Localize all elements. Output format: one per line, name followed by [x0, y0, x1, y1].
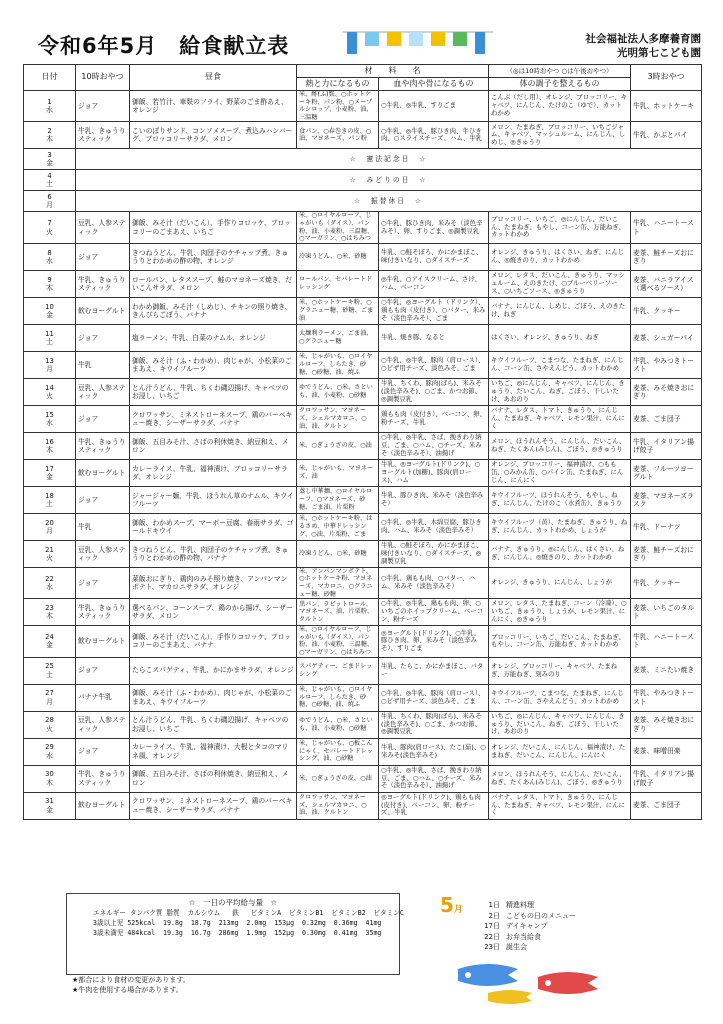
green-food-cell: ◎ヨーグルト(ドリンク)、鶏もも肉(皮付き)、ベーコン、卵、粉チーズ、牛乳	[379, 792, 489, 819]
green-food-cell: ○牛乳、◎牛乳、豚ひき肉、牛ひき肉、○スライスチーズ、ハム、牛乳	[379, 122, 489, 149]
green-food-cell: 牛乳、ちくわ、豚肉(ばら)、米みそ(淡色辛みそ)、○ごま、かつお節、◎調製豆乳	[379, 711, 489, 738]
day-of-week: 金	[46, 310, 53, 319]
yellow-food-cell: こんぶ（だし用）、オレンジ、ブロッコリー、キャベツ、にんじん、たけのこ（ゆで）、カットわかめ	[489, 91, 631, 122]
yellow-food-cell: キウイフルーツ、こまつな、たまねぎ、にんじん、コーン缶、さやえんどう、カットわかめ	[489, 351, 631, 378]
summary-row-over3: 3歳以上児 525kcal 19.8g 18.7g 213mg 2.0mg 153μg 0.32mg 0.36mg 41mg	[93, 919, 382, 927]
menu-row	[24, 711, 702, 738]
events-month	[440, 893, 463, 917]
lunch-cell: 御飯、みそ汁（だいこん）、手作りコロッケ、ブロッコリーのごまあえ、いちご	[130, 212, 297, 243]
green-food-cell: ○牛乳、◎牛乳、豚肉（肩ロース）、○ピザ用チーズ、淡色みそ、ごま	[379, 684, 489, 711]
red-food-cell: 米、じゃがいも、○ロイヤルローフ、しらたき、砂糖、○砂糖、油、焼ふ	[297, 684, 379, 711]
snack10-cell: ジョア	[76, 486, 130, 513]
day-number: 29	[45, 743, 54, 752]
day-of-week: 金	[46, 805, 53, 814]
yellow-food-cell: ブロッコリー、いちご、◎にんじん、だいこん、たまねぎ、もやし、コーン缶、万能ねぎ、カットわかめ	[489, 212, 631, 243]
day-number: 20	[45, 518, 54, 527]
red-food-cell: 米、○ぎょうざの皮、○油	[297, 432, 379, 459]
menu-row	[24, 351, 702, 378]
holiday-cell: ☆ みどりの日 ☆	[76, 170, 702, 191]
red-food-cell: クロワッサン、マヨネーズ、シェルマカロニ、○油、油、クルトン	[297, 405, 379, 432]
day-of-week: 火	[46, 391, 53, 400]
menu-row	[24, 684, 702, 711]
day-of-week: 火	[46, 724, 53, 733]
note-line: ★牛肉を使用する場合があります。	[72, 986, 183, 994]
flag-icon	[409, 32, 423, 46]
snack10-cell: ジョア	[76, 324, 130, 351]
yellow-food-cell: オレンジ、ブロッコリー、キャベツ、たまねぎ、万能ねぎ、刻みのり	[489, 657, 631, 684]
snack3-cell: 牛乳、ハニートースト	[631, 212, 702, 243]
menu-row	[24, 91, 702, 122]
green-food-cell: ○牛乳、豚ひき肉、米みそ（淡色辛みそ）、卵、すりごま、◎調製豆乳	[379, 212, 489, 243]
lunch-cell: 御飯、みそ汁（だいこん）、手作りコロッケ、ブロッコリーのごまあえ、バナナ	[130, 626, 297, 657]
day-of-week: 月	[46, 526, 53, 535]
date-cell	[24, 243, 76, 270]
day-number: 8	[47, 248, 52, 257]
notes	[72, 975, 190, 995]
date-cell	[24, 540, 76, 567]
header-green: 血や肉や骨になるもの	[379, 78, 489, 91]
green-food-cell: ◎牛乳、○アイスクリーム、さけ、ハム、ベーコン	[379, 270, 489, 297]
red-food-cell: 黒パン、ラピットロール、マヨネーズ、油、片栗粉、クルトン	[297, 599, 379, 626]
green-food-cell: 鶏もも肉（皮付き）、ベーコン、卵、粉チーズ、牛乳	[379, 405, 489, 432]
yellow-food-cell: オレンジ、きゅうり、はくさい、ねぎ、にんじん、◎焼きのり、カットわかめ	[489, 243, 631, 270]
events-box	[440, 893, 640, 1011]
snack10-cell: 豆乳、人参スティック	[76, 378, 130, 405]
day-of-week: 土	[46, 180, 53, 189]
lunch-cell: カレーライス、牛乳、福神漬け、ブロッコリーサラダ、オレンジ	[130, 459, 297, 486]
snack10-cell: ジョア	[76, 405, 130, 432]
green-food-cell: ○牛乳、鶏もも肉、○バター、ハム、米みそ（淡色辛みそ）	[379, 567, 489, 598]
green-food-cell: 牛乳、豚肉(肩ロース)、たこ(茹)、○米みそ(淡色辛みそ)	[379, 738, 489, 765]
day-of-week: 水	[46, 256, 53, 265]
green-food-cell: 牛乳、○鮭そぼろ、かにかまぼこ、味付きいなり、○ダイスチーズ、◎調製豆乳	[379, 540, 489, 567]
lunch-cell: とん汁うどん、牛乳、ちくわ磯辺揚げ、キャベツのお浸し、いちご	[130, 378, 297, 405]
lunch-cell: たらこスパゲティ、牛乳、かにかまサラダ、オレンジ	[130, 657, 297, 684]
green-food-cell: 牛乳、○鮭そぼろ、かにかまぼこ、味付きいなり、○ダイスチーズ	[379, 243, 489, 270]
snack10-cell: 牛乳、きゅうりスティック	[76, 270, 130, 297]
snack3-cell: 麦茶、ミニたい焼き	[631, 657, 702, 684]
date-cell	[24, 711, 76, 738]
snack3-cell: 麦茶、鮭チーズおにぎり	[631, 540, 702, 567]
snack10-cell: ジョア	[76, 243, 130, 270]
menu-row	[24, 378, 702, 405]
day-of-week: 木	[46, 612, 53, 621]
flag-icon	[453, 32, 467, 46]
flag-icon	[475, 32, 485, 54]
red-food-cell: 米、○ロイヤルローフ、じゃがいも（ダイス）、パン粉、油、小麦粉、三温糖、○マーガリン、○はちみつ	[297, 212, 379, 243]
date-cell	[24, 738, 76, 765]
snack10-cell: 飲むヨーグルト	[76, 459, 130, 486]
day-number: 17	[45, 464, 54, 473]
snack3-cell: 麦茶、フルーツヨーグルト	[631, 459, 702, 486]
menu-row	[24, 486, 702, 513]
date-cell	[24, 657, 76, 684]
red-food-cell: 米、じゃがいも、マヨネーズ、油	[297, 459, 379, 486]
green-food-cell: 牛乳、◎ヨーグルト(ドリンク)、○ヨーグルト(加糖)、豚肉(肩ロース)、ハム	[379, 459, 489, 486]
header-snack3: 3時おやつ	[631, 65, 702, 91]
date-cell	[24, 405, 76, 432]
snack3-cell: 牛乳、クッキー	[631, 567, 702, 598]
snack3-cell: 麦茶、ごま団子	[631, 405, 702, 432]
snack10-cell: ジョア	[76, 567, 130, 598]
holiday-cell: ☆ 憲法記念日 ☆	[76, 149, 702, 170]
summary-header: エネルギー タンパク質 脂質 カルシウム 鉄 ビタミンA ビタミンB1 ビタミンB2 ビタミンC	[93, 909, 404, 917]
lunch-cell: 御飯、若竹汁、車麩のフライ、野菜のごま酢あえ、オレンジ	[130, 91, 297, 122]
day-number: 1	[47, 97, 52, 106]
lunch-cell: 御飯、五目みそ汁、さばの利休焼き、納豆和え、メロン	[130, 432, 297, 459]
green-food-cell: ○牛乳、◎牛乳、すりごま	[379, 91, 489, 122]
date-cell	[24, 626, 76, 657]
red-food-cell: 冷凍うどん、○米、砂糖	[297, 540, 379, 567]
holiday-cell: ☆ 振替休日 ☆	[76, 191, 702, 212]
koinobori-illustration	[448, 955, 638, 1011]
lunch-cell: クロワッサン、ミネストローネスープ、鶏のバーベキュー焼き、シーザーサラダ、バナナ	[130, 405, 297, 432]
menu-row	[24, 432, 702, 459]
snack3-cell: 麦茶、みそ焼きおにぎり	[631, 378, 702, 405]
day-number: 6	[47, 193, 52, 202]
snack10-cell: 飲むヨーグルト	[76, 297, 130, 324]
snack3-cell: 牛乳、イタリアン揚げ餃子	[631, 765, 702, 792]
day-number: 13	[45, 356, 54, 365]
snack10-cell: 牛乳、きゅうりスティック	[76, 599, 130, 626]
day-number: 25	[45, 662, 54, 671]
day-number: 27	[45, 689, 54, 698]
green-food-cell: ◎ヨーグルト(ドリンク)、○牛乳、豚ひき肉、卵、米みそ（淡色辛みそ）、すりごま	[379, 626, 489, 657]
header-ingredients: 材 料 名	[297, 65, 489, 78]
yellow-food-cell: オレンジ、だいこん、にんじん、福神漬け、たまねぎ、だいこん、にんじん、にんにく	[489, 738, 631, 765]
menu-row	[24, 270, 702, 297]
snack10-cell: 牛乳	[76, 351, 130, 378]
nutrition-summary	[66, 893, 404, 975]
menu-row	[24, 540, 702, 567]
yellow-food-cell: メロン、たまねぎ、ブロッコリー、いちごジャム、キャベツ、マッシュルーム、にんじん、しめじ、◎きゅうり	[489, 122, 631, 149]
yellow-food-cell: メロン、ほうれんそう、にんじん、だいこん、ねぎ、たくあん(みじん)、ごぼう、◎きゅうり	[489, 432, 631, 459]
menu-row	[24, 738, 702, 765]
menu-row	[24, 657, 702, 684]
red-food-cell: ロールパン、セパレートドレッシング	[297, 270, 379, 297]
day-of-week: 月	[46, 201, 53, 210]
snack10-cell: ジョア	[76, 738, 130, 765]
snack3-cell: 牛乳、やみつきトースト	[631, 684, 702, 711]
green-food-cell: ○牛乳、◎牛乳、鶏もも肉、卵、○いちごのホイップクリーム、ベーコン、粉チーズ	[379, 599, 489, 626]
lunch-cell: 塩ラーメン、牛乳、白菜のナムル、オレンジ	[130, 324, 297, 351]
header-yellow: 体の調子を整えるもの	[489, 78, 631, 91]
header-snack10: 10時おやつ	[76, 65, 130, 91]
yellow-food-cell: バナナ、レタス、トマト、きゅうり、にんじん、たまねぎ、キャベツ、レモン果汁、にんにく	[489, 405, 631, 432]
event-item: 17日 デイキャンプ	[484, 922, 548, 930]
day-number: 31	[45, 797, 54, 806]
date-cell	[24, 567, 76, 598]
day-of-week: 土	[46, 670, 53, 679]
red-food-cell: 米、じゃがいも、○板こんにゃく、セパレートドレッシング、油、○砂糖	[297, 738, 379, 765]
red-food-cell: 米、○ホットケーキ粉、はるさめ、中華ドレッシング、○油、片栗粉、ごま	[297, 513, 379, 540]
lunch-cell: 御飯、みそ汁（ふ・わかめ）、肉じゃが、小松菜のごまあえ、キウイフルーツ	[130, 351, 297, 378]
menu-row	[24, 405, 702, 432]
menu-row	[24, 599, 702, 626]
snack3-cell: 麦茶、鮭チーズおにぎり	[631, 243, 702, 270]
date-cell	[24, 486, 76, 513]
red-food-cell: 米、アンパンマンポテト、○ホットケーキ粉、マヨネーズ、マカロニ、○グラニュー糖、砂糖	[297, 567, 379, 598]
lunch-cell: わかめ御飯、みそ汁（しめじ）、チキンの照り焼き、きんぴらごぼう、バナナ	[130, 297, 297, 324]
yellow-food-cell: いちご、◎にんじん、キャベツ、にんじん、きゅうり、だいこん、ねぎ、ごぼう、干しいたけ、あおのり	[489, 711, 631, 738]
snack10-cell: 豆乳、人参スティック	[76, 212, 130, 243]
red-food-cell: 太麺利ラーメン、ごま油、○グラニュー糖	[297, 324, 379, 351]
day-number: 18	[45, 491, 54, 500]
day-of-week: 金	[46, 641, 53, 650]
green-food-cell: ○牛乳、◎牛乳、さば、挽きわり納豆、ごま、○ハム、○チーズ、米みそ（淡色辛みそ）、油揚げ	[379, 765, 489, 792]
menu-row	[24, 792, 702, 819]
flag-icon	[365, 32, 379, 46]
red-food-cell: 米、じゃがいも、○ロイヤルローフ、しらたき、砂糖、○砂糖、油、焼ふ	[297, 351, 379, 378]
date-cell	[24, 91, 76, 122]
yellow-food-cell: キウイフルーツ（黄）、たまねぎ、きゅうり、ねぎ、にんじん、カットわかめ、しょうが	[489, 513, 631, 540]
date-cell	[24, 297, 76, 324]
organization-name	[586, 32, 702, 60]
day-of-week: 木	[46, 135, 53, 144]
yellow-food-cell: いちご、◎にんじん、キャベツ、にんじん、きゅうり、だいこん、ねぎ、ごぼう、干しいたけ、あおのり	[489, 378, 631, 405]
snack3-cell: 牛乳、かぶとパイ	[631, 122, 702, 149]
menu-row	[24, 122, 702, 149]
red-food-cell: スパゲティー、ごまドレッシング	[297, 657, 379, 684]
day-number: 23	[45, 603, 54, 612]
yellow-food-cell: ブロッコリー、いちご、だいこん、たまねぎ、もやし、コーン缶、万能ねぎ、カットわかめ	[489, 626, 631, 657]
menu-row	[24, 626, 702, 657]
lunch-cell: 御飯、五目みそ汁、さばの利休焼き、納豆和え、メロン	[130, 765, 297, 792]
menu-row	[24, 170, 702, 191]
day-of-week: 木	[46, 283, 53, 292]
snack3-cell: 麦茶、いちごのタルト	[631, 599, 702, 626]
day-of-week: 水	[46, 418, 53, 427]
events-month-suffix: 月	[453, 905, 463, 915]
day-of-week: 水	[46, 106, 53, 115]
event-item: 23日 誕生会	[484, 943, 527, 951]
lunch-cell: カレーライス、牛乳、福神漬け、大根とタコのマリネ風、オレンジ	[130, 738, 297, 765]
yellow-food-cell: キウイフルーツ、ほうれんそう、もやし、ねぎ、にんじん、たけのこ（水煮缶）、きゅうり	[489, 486, 631, 513]
day-number: 4	[47, 172, 52, 181]
date-cell	[24, 122, 76, 149]
yellow-food-cell: メロン、レタス、だいこん、きゅうり、マッシュルーム、えのきたけ、○ブルーベリーソース、○いちごソース、◎きゅうり	[489, 270, 631, 297]
red-food-cell: ゆでうどん、○米、さといも、油、小麦粉、○砂糖	[297, 711, 379, 738]
yellow-food-cell: オレンジ、きゅうり、にんじん、しょうが	[489, 567, 631, 598]
date-cell	[24, 792, 76, 819]
header-red: 熱と力になるもの	[297, 78, 379, 91]
yellow-food-cell: バナナ、にんじん、しめじ、ごぼう、えのきたけ、ねぎ	[489, 297, 631, 324]
yellow-food-cell: バナナ、きゅうり、◎にんじん、はくさい、ねぎ、にんじん、◎焼きのり、カットわかめ	[489, 540, 631, 567]
event-item: 1日 精進料理	[488, 901, 534, 909]
day-number: 28	[45, 716, 54, 725]
menu-row	[24, 243, 702, 270]
header-date: 日付	[24, 65, 76, 91]
day-number: 16	[45, 437, 54, 446]
day-of-week: 水	[46, 582, 53, 591]
lunch-cell: ロールパン、レタススープ、鮭のマヨネーズ焼き、だいこんサラダ、メロン	[130, 270, 297, 297]
red-food-cell: ゆでうどん、○米、さといも、油、小麦粉、○砂糖	[297, 378, 379, 405]
flag-icon	[431, 32, 445, 46]
snack10-cell: 牛乳	[76, 513, 130, 540]
date-cell	[24, 459, 76, 486]
page-title: 令和6年5月 給食献立表	[38, 34, 290, 58]
green-food-cell: 牛乳、ちくわ、豚肉(ばら)、米みそ(淡色辛みそ)、○ごま、かつお節、◎調製豆乳	[379, 378, 489, 405]
snack10-cell: 豆乳、人参スティック	[76, 711, 130, 738]
snack10-cell: 飲むヨーグルト	[76, 626, 130, 657]
date-cell	[24, 270, 76, 297]
green-food-cell: ○牛乳、◎牛乳、木綿豆腐、豚ひき肉、ハム、米みそ（淡色辛みそ）	[379, 513, 489, 540]
note-line: ★都合により食材の変更があります。	[72, 976, 190, 984]
date-cell	[24, 191, 76, 212]
red-food-cell: 米、○ぎょうざの皮、○油	[297, 765, 379, 792]
date-cell	[24, 599, 76, 626]
red-food-cell: 米、○ロイヤルローフ、じゃがいも（ダイス）、パン粉、油、小麦粉、三温糖、○マーガリン、○はちみつ	[297, 626, 379, 657]
yellow-food-cell: バナナ、レタス、トマト、きゅうり、にんじん、たまねぎ、キャベツ、レモン果汁、にんにく	[489, 792, 631, 819]
day-number: 22	[45, 574, 54, 583]
snack3-cell: 麦茶、みそ焼きおにぎり	[631, 711, 702, 738]
date-cell	[24, 149, 76, 170]
flag-icon	[387, 32, 401, 46]
day-number: 30	[45, 770, 54, 779]
org-line2: 光明第七こども園	[617, 47, 701, 59]
green-food-cell: 牛乳、焼き豚、なると	[379, 324, 489, 351]
green-food-cell: ○牛乳、◎ヨーグルト（ドリンク）、鶏もも肉（皮付き）、○バター、米みそ（淡色辛みそ）、ごま	[379, 297, 489, 324]
snack3-cell: 麦茶、マヨネーズラスク	[631, 486, 702, 513]
menu-row	[24, 212, 702, 243]
snack3-cell: 牛乳、クッキー	[631, 297, 702, 324]
day-number: 11	[45, 329, 54, 338]
snack3-cell: 麦茶、シュガーパイ	[631, 324, 702, 351]
day-number: 3	[47, 151, 52, 160]
day-number: 2	[47, 127, 52, 136]
date-cell	[24, 324, 76, 351]
day-of-week: 土	[46, 499, 53, 508]
snack10-cell: 牛乳、きゅうりスティック	[76, 765, 130, 792]
date-cell	[24, 170, 76, 191]
red-food-cell: クロワッサン、マヨネーズ、シェルマカロニ、○油、油、クルトン	[297, 792, 379, 819]
day-of-week: 月	[46, 697, 53, 706]
lunch-cell: 御飯、わかめスープ、マーボー豆腐、春雨サラダ、ゴールドキウイ	[130, 513, 297, 540]
menu-row	[24, 765, 702, 792]
red-food-cell: 食パン、○春巻きの皮、○油、マヨネーズ、パン粉	[297, 122, 379, 149]
yellow-food-cell: メロン、レタス、たまねぎ、コーン（冷凍）、○いちご、きゅうり、しょうが、レモン果汁、にんにく、◎きゅうり	[489, 599, 631, 626]
snack10-cell: ジョア	[76, 657, 130, 684]
events-list	[480, 900, 576, 953]
green-food-cell: 牛乳、たらこ、かにかまぼこ、バター	[379, 657, 489, 684]
menu-row	[24, 459, 702, 486]
snack10-cell: 牛乳、きゅうりスティック	[76, 432, 130, 459]
red-food-cell: 米、酢(ふ)麩、○ホットケーキ粉、パン粉、○メープルシロップ、小麦粉、油、三温糖	[297, 91, 379, 122]
snack10-cell: 牛乳、きゅうりスティック	[76, 122, 130, 149]
header-lunch: 昼食	[130, 65, 297, 91]
lunch-cell: きつねうどん、牛乳、肉団子のケチャップ煮、きゅうりとわかめの酢の物、バナナ	[130, 540, 297, 567]
yellow-food-cell: はくさい、オレンジ、きゅうり、ねぎ	[489, 324, 631, 351]
snack3-cell: 牛乳、ホットケーキ	[631, 91, 702, 122]
day-of-week: 土	[46, 337, 53, 346]
day-of-week: 水	[46, 751, 53, 760]
lunch-cell: とん汁うどん、牛乳、ちくわ磯辺揚げ、キャベツのお浸し、いちご	[130, 711, 297, 738]
day-of-week: 金	[46, 159, 53, 168]
green-food-cell: ○牛乳、◎牛乳、豚肉（肩ロース）、○ピザ用チーズ、淡色みそ、ごま	[379, 351, 489, 378]
date-cell	[24, 212, 76, 243]
snack3-cell: 牛乳、ハニートースト	[631, 626, 702, 657]
snack3-cell: 牛乳、イタリアン揚げ餃子	[631, 432, 702, 459]
yellow-food-cell: メロン、ほうれんそう、にんじん、だいこん、ねぎ、たくあん(みじん)、ごぼう、◎きゅうり	[489, 765, 631, 792]
menu-table	[23, 64, 702, 820]
org-line1: 社会福祉法人多摩養育園	[585, 33, 701, 45]
events-month-number: 5	[440, 893, 454, 917]
menu-row	[24, 297, 702, 324]
lunch-cell: ジャージャー麺、牛乳、ほうれん草のナムル、キウイフルーツ	[130, 486, 297, 513]
red-food-cell: 米、○ホットケーキ粉、○グラニュー糖、砂糖、ごま油	[297, 297, 379, 324]
day-number: 10	[45, 302, 54, 311]
red-food-cell: 蒸し中華麺、○ロイヤルローフ、○マヨネーズ、砂糖、ごま油、片栗粉	[297, 486, 379, 513]
lunch-cell: 菜飯おにぎり、鶏肉のみそ照り焼き、アンパンマンポテト、マカロニサラダ、オレンジ	[130, 567, 297, 598]
menu-row	[24, 513, 702, 540]
lunch-cell: 選べるパン、コーンスープ、鶏のから揚げ、シーザーサラダ、メロン	[130, 599, 297, 626]
snack3-cell: 麦茶、味噌田楽	[631, 738, 702, 765]
snack10-cell: ジョア	[76, 91, 130, 122]
lunch-cell: きつねうどん、牛乳、肉団子のケチャップ煮、きゅうりとわかめの酢の物、オレンジ	[130, 243, 297, 270]
lunch-cell: こいのぼりサンド、コンソメスープ、煮込みハンバーグ、ブロッコリーサラダ、メロン	[130, 122, 297, 149]
day-number: 14	[45, 383, 54, 392]
snack10-cell: 豆乳、人参スティック	[76, 540, 130, 567]
event-item: 22日 お弁当給食	[484, 932, 541, 941]
header-note: （◎は10時おやつ ○は午後おやつ）	[489, 65, 631, 78]
day-number: 21	[45, 545, 54, 554]
yellow-food-cell: キウイフルーツ、こまつな、たまねぎ、にんじん、コーン缶、さやえんどう、カットわかめ	[489, 684, 631, 711]
day-of-week: 火	[46, 227, 53, 236]
snack3-cell: 麦茶、ごま団子	[631, 792, 702, 819]
day-of-week: 月	[46, 364, 53, 373]
menu-row	[24, 149, 702, 170]
date-cell	[24, 432, 76, 459]
summary-title: ☆ 一日の平均給与量 ☆	[188, 898, 278, 907]
day-number: 15	[45, 410, 54, 419]
day-of-week: 金	[46, 472, 53, 481]
snack3-cell: 牛乳、ドーナツ	[631, 513, 702, 540]
lunch-cell: クロワッサン、ミネストローネスープ、鶏のバーベキュー焼き、シーザーサラダ、バナナ	[130, 792, 297, 819]
snack3-cell: 麦茶、バニラアイス（選べるソース）	[631, 270, 702, 297]
green-food-cell: ○牛乳、◎牛乳、さば、挽きわり納豆、ごま、○ハム、○チーズ、米みそ（淡色辛みそ）、油揚げ	[379, 432, 489, 459]
menu-body	[24, 91, 702, 820]
snack3-cell: 牛乳、やみつきトースト	[631, 351, 702, 378]
day-number: 24	[45, 633, 54, 642]
koi-icon	[488, 990, 532, 1004]
day-number: 7	[47, 219, 52, 228]
menu-row	[24, 567, 702, 598]
date-cell	[24, 351, 76, 378]
menu-row	[24, 324, 702, 351]
yellow-food-cell: オレンジ、ブロッコリー、福神漬け、○もも缶、○みかん缶、○パイン缶、たまねぎ、にんじん、にんにく	[489, 459, 631, 486]
bunting-decoration	[343, 28, 493, 58]
date-cell	[24, 765, 76, 792]
green-food-cell: 牛乳、豚ひき肉、米みそ（淡色辛みそ）	[379, 486, 489, 513]
day-number: 9	[47, 275, 52, 284]
snack10-cell: バナナ牛乳	[76, 684, 130, 711]
date-cell	[24, 378, 76, 405]
day-of-week: 火	[46, 553, 53, 562]
date-cell	[24, 684, 76, 711]
day-of-week: 木	[46, 778, 53, 787]
date-cell	[24, 513, 76, 540]
red-food-cell: 冷凍うどん、○米、砂糖	[297, 243, 379, 270]
menu-row	[24, 191, 702, 212]
snack10-cell: 飲むヨーグルト	[76, 792, 130, 819]
day-of-week: 木	[46, 445, 53, 454]
flag-icon	[347, 32, 357, 54]
lunch-cell: 御飯、みそ汁（ふ・わかめ）、肉じゃが、小松菜のごまあえ、キウイフルーツ	[130, 684, 297, 711]
event-item: 2日 こどもの日のメニュー	[488, 911, 576, 920]
summary-row-under3: 3歳未満児 484kcal 19.3g 16.7g 286mg 1.9mg 152μg 0.30mg 0.41mg 35mg	[93, 929, 382, 937]
